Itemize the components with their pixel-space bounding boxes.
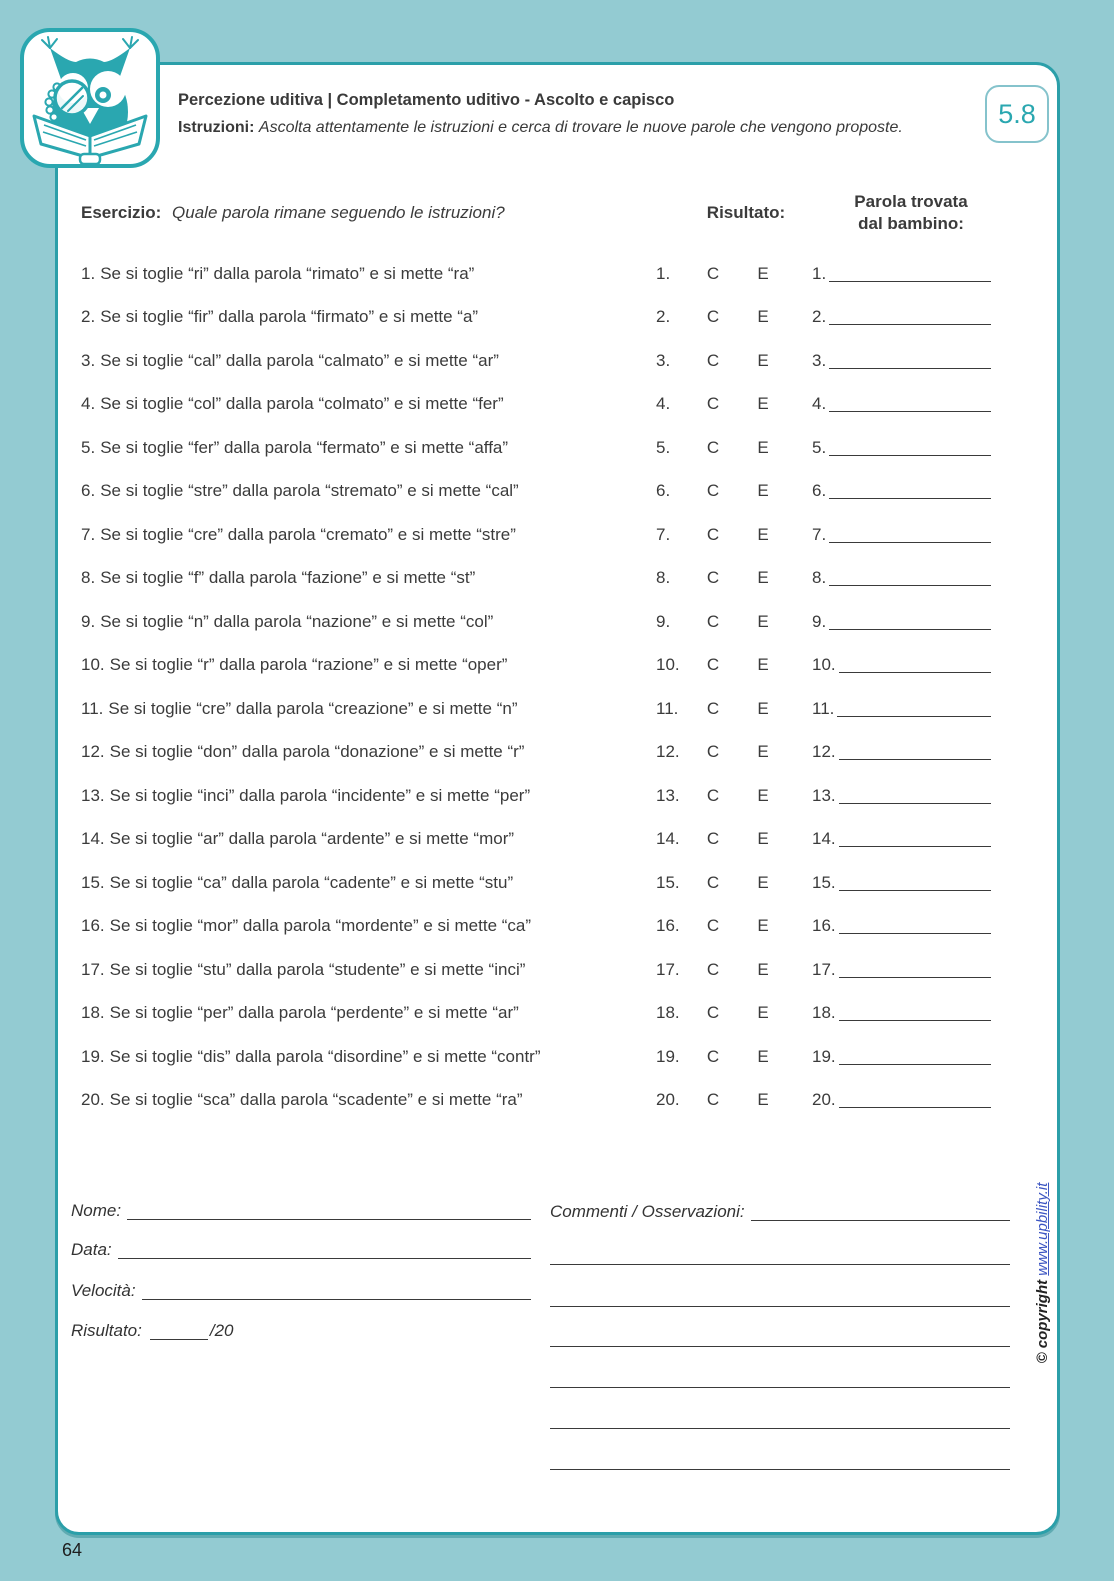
exercise-row bbox=[81, 905, 1003, 949]
word-answer bbox=[812, 438, 991, 458]
result-row-number: 20. bbox=[656, 1090, 680, 1110]
word-row-number: 13. bbox=[812, 785, 836, 805]
exercise-row bbox=[81, 861, 1003, 905]
result-error-option[interactable]: E bbox=[757, 307, 769, 327]
word-answer bbox=[812, 960, 991, 980]
word-answer bbox=[812, 1003, 991, 1023]
word-answer bbox=[812, 873, 991, 893]
result-error-option[interactable]: E bbox=[757, 959, 769, 979]
speed-input-line[interactable] bbox=[142, 1299, 531, 1300]
result-correct-option[interactable]: C bbox=[706, 742, 720, 762]
exercise-row bbox=[81, 339, 1003, 383]
result-row-number: 12. bbox=[656, 742, 680, 762]
result-correct-option[interactable]: C bbox=[706, 481, 720, 501]
instructions-label: Istruzioni: bbox=[178, 119, 255, 136]
result-error-option[interactable]: E bbox=[757, 263, 769, 283]
word-row-number: 11. bbox=[812, 698, 835, 718]
question-text: Se si toglie “sca” dalla parola “scadente” e si mette “ra” bbox=[109, 1090, 523, 1110]
result-error-option[interactable]: E bbox=[757, 350, 769, 370]
date-input-line[interactable] bbox=[118, 1258, 531, 1259]
exercise-rows bbox=[81, 252, 1003, 1122]
comments-blank-line[interactable] bbox=[550, 1469, 1010, 1470]
exercise-row bbox=[81, 687, 1003, 731]
word-row-number: 9. bbox=[812, 611, 827, 631]
result-row-number: 10. bbox=[656, 655, 680, 675]
result-row-number: 7. bbox=[656, 524, 671, 544]
result-row-number: 11. bbox=[656, 698, 679, 718]
word-answer-line[interactable] bbox=[829, 281, 991, 282]
exercise-row bbox=[81, 818, 1003, 862]
word-answer bbox=[812, 307, 991, 327]
question-text: Se si toglie “dis” dalla parola “disordine” e si mette “contr” bbox=[109, 1046, 541, 1066]
word-answer-line[interactable] bbox=[839, 672, 991, 673]
result-row-number: 4. bbox=[656, 394, 671, 414]
question-number: 14. bbox=[81, 829, 105, 849]
exercise-question bbox=[81, 916, 648, 936]
question-number: 3. bbox=[81, 350, 96, 370]
copyright-notice bbox=[1034, 1163, 1054, 1383]
exercise-question bbox=[81, 655, 648, 675]
exercise-question bbox=[81, 481, 648, 501]
copyright-text: © copyright bbox=[1034, 1275, 1051, 1364]
exercise-question bbox=[81, 612, 648, 632]
word-row-number: 20. bbox=[812, 1090, 836, 1110]
question-text: Se si toglie “n” dalla parola “nazione” e si mette “col” bbox=[100, 611, 494, 631]
result-row-number: 17. bbox=[656, 959, 680, 979]
word-answer bbox=[812, 1090, 991, 1110]
name-input-line[interactable] bbox=[127, 1219, 531, 1220]
instructions bbox=[178, 119, 903, 137]
exercise-row bbox=[81, 470, 1003, 514]
word-answer-line[interactable] bbox=[839, 1020, 991, 1021]
worksheet-card bbox=[55, 62, 1060, 1535]
result-correct-option[interactable]: C bbox=[706, 350, 720, 370]
question-text: Se si toglie “cal” dalla parola “calmato” e si mette “ar” bbox=[100, 350, 499, 370]
result-correct-option[interactable]: C bbox=[706, 829, 720, 849]
word-row-number: 16. bbox=[812, 916, 836, 936]
word-answer-line[interactable] bbox=[839, 759, 991, 760]
result-row-number: 1. bbox=[656, 263, 671, 283]
word-row-number: 18. bbox=[812, 1003, 836, 1023]
result-row-number: 15. bbox=[656, 872, 680, 892]
result-error-option[interactable]: E bbox=[757, 655, 769, 675]
question-number: 5. bbox=[81, 437, 96, 457]
comments-field-row bbox=[550, 1202, 1010, 1222]
word-row-number: 6. bbox=[812, 481, 827, 501]
word-row-number: 4. bbox=[812, 394, 827, 414]
exercise-row bbox=[81, 296, 1003, 340]
exercise-question bbox=[81, 264, 648, 284]
result-row-number: 19. bbox=[656, 1046, 680, 1066]
question-text: Se si toglie “per” dalla parola “perdente” e si mette “ar” bbox=[109, 1003, 519, 1023]
upbility-owl-logo bbox=[20, 28, 160, 168]
word-answer bbox=[812, 699, 991, 719]
word-column-header-line2: dal bambino: bbox=[858, 214, 964, 233]
exercise-row bbox=[81, 426, 1003, 470]
word-answer-line[interactable] bbox=[837, 716, 991, 717]
question-number: 2. bbox=[81, 307, 96, 327]
exercise-row bbox=[81, 948, 1003, 992]
result-correct-option[interactable]: C bbox=[706, 524, 720, 544]
comments-blank-line[interactable] bbox=[550, 1428, 1010, 1429]
result-column-header: Risultato: bbox=[706, 203, 786, 222]
exercise-label: Esercizio: bbox=[81, 203, 162, 222]
question-number: 17. bbox=[81, 959, 105, 979]
question-text: Se si toglie “ri” dalla parola “rimato” e si mette “ra” bbox=[100, 263, 475, 283]
word-answer-line[interactable] bbox=[839, 933, 991, 934]
question-text: Se si toglie “fir” dalla parola “firmato” e si mette “a” bbox=[100, 307, 479, 327]
question-number: 12. bbox=[81, 742, 105, 762]
question-number: 13. bbox=[81, 785, 105, 805]
result-row-number: 9. bbox=[656, 611, 671, 631]
result-correct-option[interactable]: C bbox=[706, 785, 720, 805]
instructions-text: Ascolta attentamente le istruzioni e cerca di trovare le nuove parole che vengono proposte. bbox=[258, 119, 903, 136]
exercise-row bbox=[81, 1079, 1003, 1123]
word-answer-line[interactable] bbox=[839, 1107, 991, 1108]
question-number: 9. bbox=[81, 611, 96, 631]
result-error-option[interactable]: E bbox=[757, 872, 769, 892]
question-text: Se si toglie “ar” dalla parola “ardente” e si mette “mor” bbox=[109, 829, 515, 849]
word-answer-line[interactable] bbox=[829, 542, 991, 543]
result-row-number: 14. bbox=[656, 829, 680, 849]
result-row-number: 6. bbox=[656, 481, 671, 501]
result-correct-option[interactable]: C bbox=[706, 698, 720, 718]
word-answer-line[interactable] bbox=[839, 803, 991, 804]
exercise-row bbox=[81, 1035, 1003, 1079]
score-input-line[interactable] bbox=[150, 1339, 208, 1340]
speed-label: Velocità: bbox=[71, 1281, 136, 1300]
comments-blank-line[interactable] bbox=[550, 1264, 1010, 1265]
exercise-question bbox=[81, 438, 648, 458]
exercise-question bbox=[81, 307, 648, 327]
word-answer-line[interactable] bbox=[839, 890, 991, 891]
word-row-number: 1. bbox=[812, 263, 827, 283]
result-correct-option[interactable]: C bbox=[706, 1090, 720, 1110]
word-answer-line[interactable] bbox=[829, 368, 991, 369]
result-correct-option[interactable]: C bbox=[706, 1046, 720, 1066]
question-text: Se si toglie “ca” dalla parola “cadente” e si mette “stu” bbox=[109, 872, 514, 892]
question-text: Se si toglie “fer” dalla parola “fermato” e si mette “affa” bbox=[100, 437, 509, 457]
score-field-row bbox=[71, 1321, 531, 1341]
result-row-number: 2. bbox=[656, 307, 671, 327]
result-correct-option[interactable]: C bbox=[706, 959, 720, 979]
question-text: Se si toglie “stre” dalla parola “stremato” e si mette “cal” bbox=[100, 481, 519, 501]
exercise-question bbox=[81, 699, 648, 719]
result-error-option[interactable]: E bbox=[757, 1046, 769, 1066]
word-column-header-line1: Parola trovata bbox=[854, 192, 968, 211]
result-error-option[interactable]: E bbox=[757, 742, 769, 762]
result-row-number: 3. bbox=[656, 350, 671, 370]
question-text: Se si toglie “cre” dalla parola “cremato” e si mette “stre” bbox=[100, 524, 516, 544]
result-row-number: 5. bbox=[656, 437, 671, 457]
word-row-number: 19. bbox=[812, 1046, 836, 1066]
date-label: Data: bbox=[71, 1240, 112, 1259]
question-number: 18. bbox=[81, 1003, 105, 1023]
word-answer bbox=[812, 612, 991, 632]
result-error-option[interactable]: E bbox=[757, 611, 769, 631]
word-answer bbox=[812, 916, 991, 936]
exercise-question-text: Quale parola rimane seguendo le istruzioni? bbox=[172, 203, 505, 222]
word-answer bbox=[812, 829, 991, 849]
question-text: Se si toglie “mor” dalla parola “mordente” e si mette “ca” bbox=[109, 916, 532, 936]
question-text: Se si toglie “r” dalla parola “razione” e si mette “oper” bbox=[109, 655, 508, 675]
question-number: 8. bbox=[81, 568, 96, 588]
question-number: 20. bbox=[81, 1090, 105, 1110]
question-text: Se si toglie “f” dalla parola “fazione” e si mette “st” bbox=[100, 568, 476, 588]
word-row-number: 3. bbox=[812, 350, 827, 370]
result-correct-option[interactable]: C bbox=[706, 916, 720, 936]
exercise-question bbox=[81, 873, 648, 893]
word-column-header bbox=[811, 191, 1011, 235]
result-correct-option[interactable]: C bbox=[706, 394, 720, 414]
word-answer-line[interactable] bbox=[829, 585, 991, 586]
exercise-question bbox=[81, 786, 648, 806]
word-row-number: 5. bbox=[812, 437, 827, 457]
word-answer bbox=[812, 655, 991, 675]
result-correct-option[interactable]: C bbox=[706, 655, 720, 675]
result-error-option[interactable]: E bbox=[757, 481, 769, 501]
word-answer bbox=[812, 742, 991, 762]
comments-blank-line[interactable] bbox=[550, 1306, 1010, 1307]
question-number: 11. bbox=[81, 698, 104, 718]
exercise-question bbox=[81, 960, 648, 980]
score-total: /20 bbox=[209, 1321, 234, 1340]
result-error-option[interactable]: E bbox=[757, 394, 769, 414]
result-correct-option[interactable]: C bbox=[706, 611, 720, 631]
result-error-option[interactable]: E bbox=[757, 785, 769, 805]
exercise-row bbox=[81, 557, 1003, 601]
word-answer-line[interactable] bbox=[839, 846, 991, 847]
owl-icon bbox=[24, 32, 156, 164]
exercise-question bbox=[81, 1047, 648, 1067]
result-error-option[interactable]: E bbox=[757, 524, 769, 544]
comments-blank-line[interactable] bbox=[550, 1346, 1010, 1347]
exercise-row bbox=[81, 383, 1003, 427]
question-number: 19. bbox=[81, 1046, 105, 1066]
question-number: 15. bbox=[81, 872, 105, 892]
exercise-header bbox=[81, 203, 505, 223]
word-row-number: 12. bbox=[812, 742, 836, 762]
exercise-row bbox=[81, 600, 1003, 644]
word-row-number: 15. bbox=[812, 872, 836, 892]
question-number: 4. bbox=[81, 394, 96, 414]
question-number: 16. bbox=[81, 916, 105, 936]
word-answer-line[interactable] bbox=[829, 324, 991, 325]
word-answer bbox=[812, 786, 991, 806]
question-text: Se si toglie “cre” dalla parola “creazione” e si mette “n” bbox=[108, 698, 518, 718]
word-answer bbox=[812, 481, 991, 501]
exercise-row bbox=[81, 252, 1003, 296]
exercise-question bbox=[81, 351, 648, 371]
exercise-question bbox=[81, 1003, 648, 1023]
result-correct-option[interactable]: C bbox=[706, 263, 720, 283]
word-row-number: 2. bbox=[812, 307, 827, 327]
comments-label: Commenti / Osservazioni: bbox=[550, 1202, 745, 1221]
word-answer bbox=[812, 525, 991, 545]
result-error-option[interactable]: E bbox=[757, 437, 769, 457]
question-number: 7. bbox=[81, 524, 96, 544]
result-row-number: 8. bbox=[656, 568, 671, 588]
upbility-link[interactable]: www.upbility.it bbox=[1034, 1182, 1051, 1276]
result-error-option[interactable]: E bbox=[757, 698, 769, 718]
word-answer-line[interactable] bbox=[829, 498, 991, 499]
exercise-question bbox=[81, 742, 648, 762]
question-number: 6. bbox=[81, 481, 96, 501]
word-answer bbox=[812, 1047, 991, 1067]
exercise-row bbox=[81, 644, 1003, 688]
name-label: Nome: bbox=[71, 1201, 122, 1220]
comments-input-line[interactable] bbox=[751, 1220, 1010, 1221]
exercise-question bbox=[81, 1090, 648, 1110]
exercise-question bbox=[81, 525, 648, 545]
word-answer-line[interactable] bbox=[829, 411, 991, 412]
word-answer-line[interactable] bbox=[829, 455, 991, 456]
result-row-number: 18. bbox=[656, 1003, 680, 1023]
word-row-number: 7. bbox=[812, 524, 827, 544]
speed-field-row bbox=[71, 1281, 531, 1301]
question-text: Se si toglie “inci” dalla parola “incidente” e si mette “per” bbox=[109, 785, 531, 805]
result-correct-option[interactable]: C bbox=[706, 568, 720, 588]
exercise-question bbox=[81, 568, 648, 588]
result-correct-option[interactable]: C bbox=[706, 307, 720, 327]
result-row-number: 16. bbox=[656, 916, 680, 936]
word-answer-line[interactable] bbox=[839, 1064, 991, 1065]
page-title: Percezione uditiva | Completamento uditivo - Ascolto e capisco bbox=[178, 91, 675, 109]
result-error-option[interactable]: E bbox=[757, 568, 769, 588]
result-error-option[interactable]: E bbox=[757, 829, 769, 849]
exercise-question bbox=[81, 829, 648, 849]
exercise-row bbox=[81, 992, 1003, 1036]
date-field-row bbox=[71, 1240, 531, 1260]
result-error-option[interactable]: E bbox=[757, 1090, 769, 1110]
word-answer-line[interactable] bbox=[829, 629, 991, 630]
word-answer bbox=[812, 351, 991, 371]
result-correct-option[interactable]: C bbox=[706, 437, 720, 457]
page-number: 64 bbox=[62, 1540, 83, 1560]
exercise-row bbox=[81, 731, 1003, 775]
result-error-option[interactable]: E bbox=[757, 916, 769, 936]
exercise-question bbox=[81, 394, 648, 414]
score-label: Risultato: bbox=[71, 1321, 142, 1340]
exercise-row bbox=[81, 513, 1003, 557]
result-error-option[interactable]: E bbox=[757, 1003, 769, 1023]
word-answer bbox=[812, 568, 991, 588]
word-row-number: 8. bbox=[812, 568, 827, 588]
exercise-number-badge: 5.8 bbox=[985, 85, 1049, 143]
comments-blank-line[interactable] bbox=[550, 1387, 1010, 1388]
question-text: Se si toglie “stu” dalla parola “studente” e si mette “inci” bbox=[109, 959, 526, 979]
word-answer bbox=[812, 264, 991, 284]
question-number: 1. bbox=[81, 263, 96, 283]
result-row-number: 13. bbox=[656, 785, 680, 805]
word-answer bbox=[812, 394, 991, 414]
word-row-number: 17. bbox=[812, 959, 836, 979]
question-text: Se si toglie “don” dalla parola “donazione” e si mette “r” bbox=[109, 742, 525, 762]
word-answer-line[interactable] bbox=[839, 977, 991, 978]
name-field-row bbox=[71, 1201, 531, 1221]
result-correct-option[interactable]: C bbox=[706, 1003, 720, 1023]
word-row-number: 14. bbox=[812, 829, 836, 849]
question-text: Se si toglie “col” dalla parola “colmato” e si mette “fer” bbox=[100, 394, 504, 414]
question-number: 10. bbox=[81, 655, 105, 675]
word-row-number: 10. bbox=[812, 655, 836, 675]
exercise-row bbox=[81, 774, 1003, 818]
result-correct-option[interactable]: C bbox=[706, 872, 720, 892]
